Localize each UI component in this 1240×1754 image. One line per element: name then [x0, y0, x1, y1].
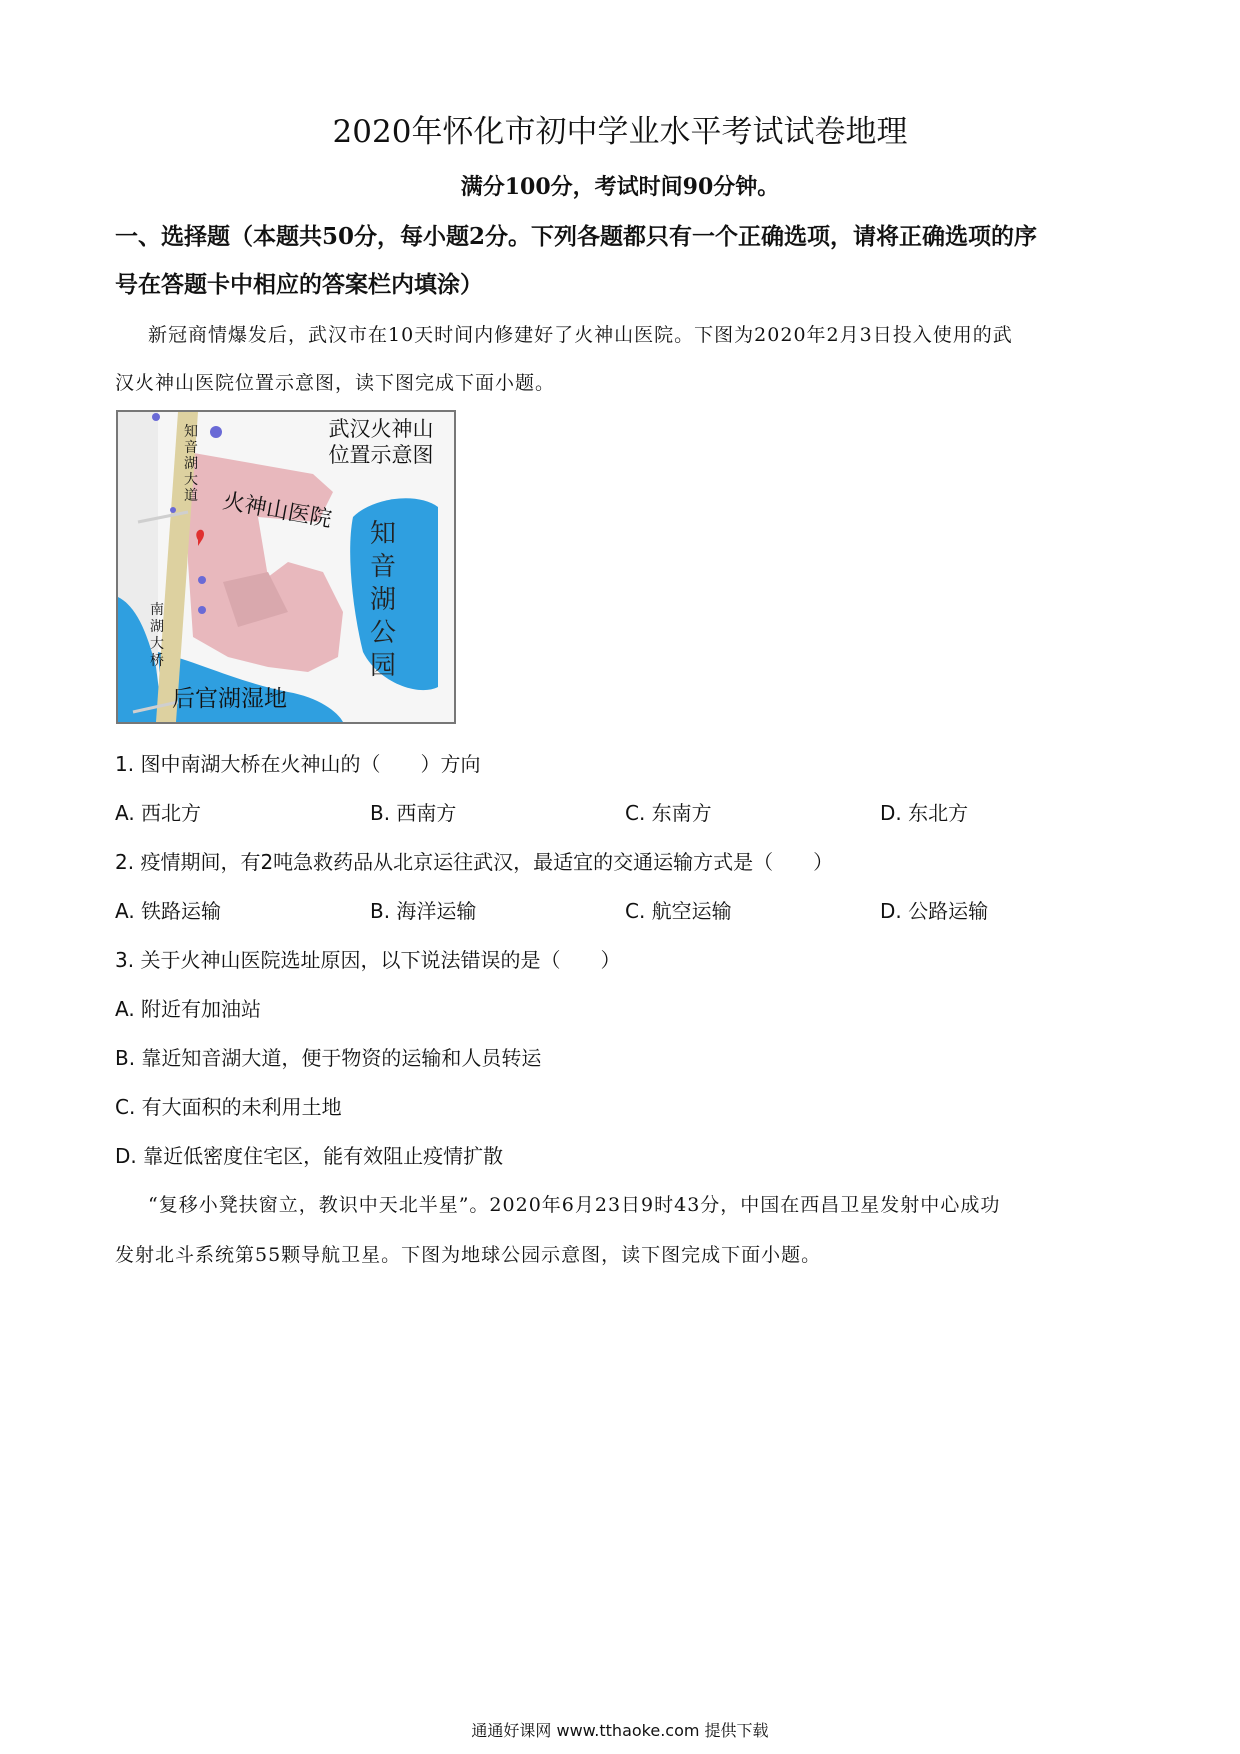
section-heading-line1: 一、选择题（本题共50分，每小题2分。下列各题都只有一个正确选项，请将正确选项的序 — [115, 223, 1038, 250]
intro-paragraph-1-line2: 汉火神山医院位置示意图，读下图完成下面小题。 — [115, 372, 556, 394]
page-title: 2020年怀化市初中学业水平考试试卷地理 — [332, 114, 908, 150]
park-label-char: 湖 — [370, 585, 397, 615]
question-3-stem: 3. 关于火神山医院选址原因，以下说法错误的是（ ） — [115, 948, 621, 972]
huoshenshan-location-map — [116, 410, 456, 724]
intro-paragraph-2-line2: 发射北斗系统第55颗导航卫星。下图为地球公园示意图，读下图完成下面小题。 — [115, 1244, 822, 1266]
road-label-char: 大 — [184, 472, 198, 488]
question-2-option-d[interactable]: D. 公路运输 — [880, 899, 989, 923]
bridge-label-char: 南 — [150, 602, 164, 618]
question-1-option-a[interactable]: A. 西北方 — [115, 801, 202, 825]
wetland-label: 后官湖湿地 — [172, 686, 287, 712]
park-label-char: 园 — [370, 651, 397, 681]
road-label — [184, 424, 200, 504]
question-1-option-c[interactable]: C. 东南方 — [625, 801, 712, 825]
road-label-char: 道 — [184, 488, 198, 504]
map-title — [316, 416, 446, 468]
question-3-option-b[interactable]: B. 靠近知音湖大道，便于物资的运输和人员转运 — [115, 1046, 542, 1070]
question-1-option-b[interactable]: B. 西南方 — [370, 801, 457, 825]
park-label-char: 知 — [370, 519, 397, 549]
question-1-stem: 1. 图中南湖大桥在火神山的（ ）方向 — [115, 752, 481, 776]
question-3-option-a[interactable]: A. 附近有加油站 — [115, 997, 262, 1021]
park-label-char: 公 — [370, 618, 397, 648]
question-1-option-d[interactable]: D. 东北方 — [880, 801, 969, 825]
section-heading-line2: 号在答题卡中相应的答案栏内填涂） — [115, 271, 483, 298]
exam-info: 满分100分，考试时间90分钟。 — [460, 174, 780, 200]
road-label-char: 知 — [184, 424, 198, 440]
question-2-stem: 2. 疫情期间，有2吨急救药品从北京运往武汉，最适宜的交通运输方式是（ ） — [115, 850, 834, 874]
question-3-option-c[interactable]: C. 有大面积的未利用土地 — [115, 1095, 342, 1119]
park-label — [370, 518, 398, 683]
question-2-option-a[interactable]: A. 铁路运输 — [115, 899, 222, 923]
map-title-line1: 武汉火神山 — [328, 417, 434, 441]
question-2-option-b[interactable]: B. 海洋运输 — [370, 899, 477, 923]
bridge-label-char: 湖 — [150, 619, 164, 635]
question-2-option-c[interactable]: C. 航空运输 — [625, 899, 732, 923]
bridge-label — [150, 602, 166, 670]
intro-paragraph-1-line1: 新冠商情爆发后，武汉市在10天时间内修建好了火神山医院。下图为2020年2月3日投入使用的武 — [148, 324, 1013, 346]
page-footer: 通通好课网 www.tthaoke.com 提供下载 — [471, 1721, 769, 1740]
bridge-label-char: 桥 — [150, 653, 164, 669]
map-title-line2: 位置示意图 — [328, 443, 434, 467]
question-3-option-d[interactable]: D. 靠近低密度住宅区，能有效阻止疫情扩散 — [115, 1144, 504, 1168]
park-label-char: 音 — [370, 552, 397, 582]
bridge-label-char: 大 — [150, 636, 164, 652]
road-label-char: 音 — [184, 440, 198, 456]
road-label-char: 湖 — [184, 456, 198, 472]
hospital-label: 火神山医院 — [220, 488, 334, 533]
intro-paragraph-2-line1: “复移小凳扶窗立，教识中天北半星”。2020年6月23日9时43分，中国在西昌卫星发射中心成功 — [148, 1194, 1001, 1216]
